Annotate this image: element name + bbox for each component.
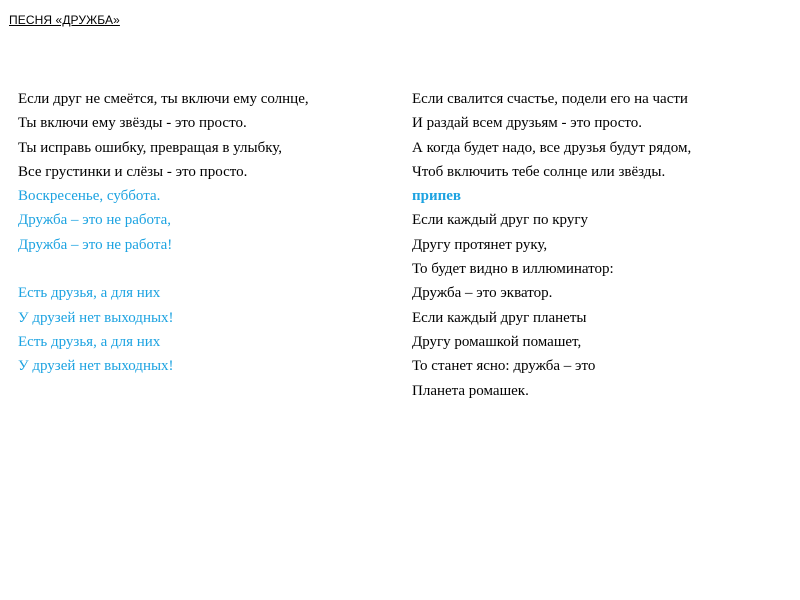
refrain-line: Воскресенье, суббота. <box>18 188 161 205</box>
refrain-line: У друзей нет выходных! <box>18 358 174 375</box>
song-title: ПЕСНЯ «ДРУЖБА» <box>9 13 120 27</box>
right-lyrics-column <box>412 87 792 403</box>
refrain-line: У друзей нет выходных! <box>18 309 174 326</box>
chorus-label: припев <box>412 188 462 205</box>
lyric-line: То станет ясно: дружба – это <box>412 358 596 375</box>
left-lyrics-column <box>18 87 398 379</box>
lyric-line: Если каждый друг планеты <box>412 309 587 326</box>
refrain-line: Есть друзья, а для них <box>18 285 161 302</box>
lyric-line: Чтоб включить тебе солнце или звёзды. <box>412 163 666 180</box>
lyric-line: Ты исправь ошибку, превращая в улыбку, <box>18 139 283 156</box>
lyric-line: Ты включи ему звёзды - это просто. <box>18 115 247 132</box>
lyric-line: Если свалится счастье, подели его на части <box>412 91 688 107</box>
lyric-line: Если друг не смеётся, ты включи ему солнце, <box>18 91 309 107</box>
stanza-gap <box>18 257 398 281</box>
lyric-line: Другу ромашкой помашет, <box>412 333 582 350</box>
refrain-line: Дружба – это не работа! <box>18 236 173 253</box>
lyric-line: Дружба – это экватор. <box>412 285 553 302</box>
lyric-line: Все грустинки и слёзы - это просто. <box>18 163 248 180</box>
refrain-line: Дружба – это не работа, <box>18 212 172 229</box>
lyric-line: Планета ромашек. <box>412 382 529 399</box>
lyric-line: Другу протянет руку, <box>412 236 548 253</box>
lyric-line: То будет видно в иллюминатор: <box>412 261 614 278</box>
lyric-line: И раздай всем друзьям - это просто. <box>412 115 642 132</box>
refrain-line: Есть друзья, а для них <box>18 333 161 350</box>
lyric-line: А когда будет надо, все друзья будут рядом, <box>412 139 692 156</box>
lyric-line: Если каждый друг по кругу <box>412 212 589 229</box>
